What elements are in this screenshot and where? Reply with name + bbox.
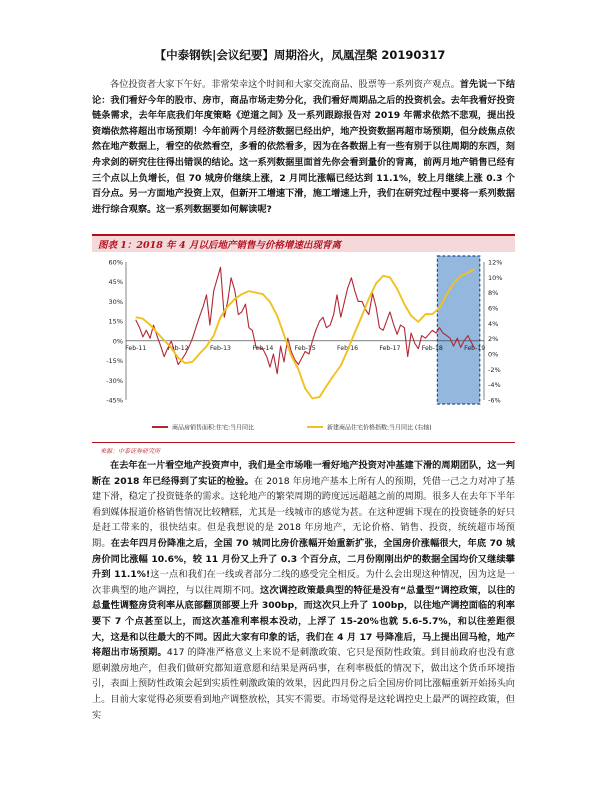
para1-run: 首先说一下结论：我们看好今年的股市、房市，商品市场走势分化，我们看好周期品之后的投资机会。去年我看好投资链条需求，去年年底我们年度策略《逆道之间》及一系列跟踪报告对 2019 年需求依然不悲观，提出投资端依然将超出市场预期！今年前两个月经济数据已经出炉，地产投资数据再超市场预期，但分歧焦点依然在地产数据上，看空的依然看空，多看的依然看多，因为在各数据上有一些有别于以往周期的东西，刻舟求剑的研究往往得出错误的结论。这一系列数据里面首先你会看到量价的背离，前两月地产销售已经有三个点以上负增长，但 70 城房价继续上涨，2 月同比涨幅已经达到 11.1%，较上月继续上涨 0.3 个百分点。另一方面地产投资上双，但新开工增速下滑，施工增速上升，我们在研究过程中要将一系列数据进行综合观察。这一系列数据要如何解读呢? [92, 79, 516, 215]
y-left-tick-label: -30% [106, 376, 123, 385]
x-tick-label: Feb-13 [209, 344, 232, 352]
series-line-2 [136, 269, 475, 399]
x-tick-label: Feb-15 [294, 344, 316, 352]
x-tick-label: Feb-16 [337, 344, 359, 352]
figure-title: 图表 1：2018 年 4 月以后地产销售与价格增速出现背离 [98, 240, 341, 251]
figure-source: 来源：中泰证券研究所 [100, 448, 161, 455]
line-chart [92, 252, 515, 442]
y-right-tick-label: 0% [488, 350, 499, 359]
y-right-tick-label: 12% [488, 258, 503, 267]
y-left-tick-label: -45% [106, 396, 123, 405]
legend-label-1: 商品房销售面积:住宅:当月同比 [172, 424, 255, 432]
x-tick-label: Feb-14 [252, 344, 274, 352]
body-paragraph-2 [92, 458, 515, 723]
y-right-tick-label: -4% [488, 381, 501, 390]
figure-title-bar [92, 234, 515, 252]
y-left-tick-label: 45% [108, 278, 123, 287]
y-left-tick-label: 30% [108, 297, 123, 306]
y-right-tick-label: 2% [488, 335, 499, 344]
y-right-tick-label: 10% [488, 273, 503, 282]
y-right-tick-label: -2% [488, 365, 501, 374]
para2-run: 这一点和我们在一线或者部分二线的感受完全相反。为什么会出现这种情况，因为这是一次非典型的地产调控，与以往周期不同。 [92, 569, 515, 596]
y-left-tick-label: 60% [108, 258, 123, 267]
x-tick-label: Feb-18 [421, 344, 443, 352]
para2-run: 因此大家有印象的话，我们在 4 月 17 号降准后，马上提出回马枪，地产将超出市场预期。 [92, 631, 515, 659]
x-tick-label: Feb-17 [379, 344, 401, 352]
body-paragraph-1 [92, 77, 515, 217]
y-left-tick-label: 0% [112, 337, 123, 346]
para2-run: 在 2018 年房地产基本上所有人的预期，凭借一己之力对冲了基建下滑，稳定了投资链条的需求。这轮地产的繁荣周期的跨度远远超越之前的周期。很多人在去年下半年看到媒体报道价格销售情况比较糟糕，尤其是一线城市的感觉为甚。在这种逻辑下现在的投资链条的好只是赶工带来的，很快结束。但是我想说的是 2018 年房地产，无论价格、销售、投资，统统超市场预期。 [92, 475, 515, 549]
x-tick-label: Feb-11 [125, 344, 147, 352]
para2-run: 在去年在一片看空地产投资声中，我们是全市场唯一看好地产投资对冲基建下滑的周期团队，这一判断在 2018 年已经得到了实证的检验。 [92, 460, 515, 487]
y-right-tick-label: 4% [488, 319, 499, 328]
y-left-tick-label: 15% [108, 317, 123, 326]
para2-run: 417 的降准严格意义上来说不是刺激政策、它只是预防性政策。到目前政府也没有意愿刺激房地产，但我们做研究都知道意愿和结果是两码事，在利率极低的情况下，做出这个货币环境指引，表面上预防性政策会起到实质性刺激政策的效果，因此四月份之后全国房价同比涨幅重新开始扬头向上。目前大家觉得必须要看到地产调整放松，其实不需要。市场觉得是这轮调控史上最严的调控政策，但实 [92, 647, 515, 721]
para2-run: 在去年四月份降准之后，全国 70 城同比房价涨幅开始重新扩张，全国房价涨幅很大，年底 70 城房价同比涨幅 10.6%，较 11 月份又上升了 0.3 个百分点，二月份刚刚出炉的数据全国均价又继续攀升到 11.1%! [92, 537, 516, 581]
series-line-1 [136, 267, 475, 373]
y-right-tick-label: 8% [488, 289, 499, 298]
para1-run: 各位投资者大家下午好。非常荣幸这个时间和大家交流商品、股票等一系列资产观点。 [110, 79, 460, 90]
y-left-tick-label: -15% [106, 357, 123, 366]
y-right-tick-label: 6% [488, 304, 499, 313]
legend-label-2: 新建商品住宅价格指数:当月同比 (右轴) [327, 424, 432, 432]
y-right-tick-label: -6% [488, 396, 501, 405]
x-tick-label: Feb-19 [464, 344, 486, 352]
figure-bottom-rule [92, 442, 515, 443]
page-title: 【中泰钢铁|会议纪要】周期浴火，凤凰涅槃 20190317 [154, 48, 446, 62]
para2-run: 这次调控政策最典型的特征是没有“总量型”调控政策，以往的总量性调整房贷利率从底部翻顶部要上升 300bp，而这次只上升了 100bp，以往地产调控面临的利率要下 7 个点甚至以上，而这次基准利率根本没动，上浮了 15-20%也就 5.6-5.7%，和以往差距很大，这是和以往最大的不同。 [92, 584, 516, 643]
x-tick-label: Feb-12 [167, 344, 189, 352]
